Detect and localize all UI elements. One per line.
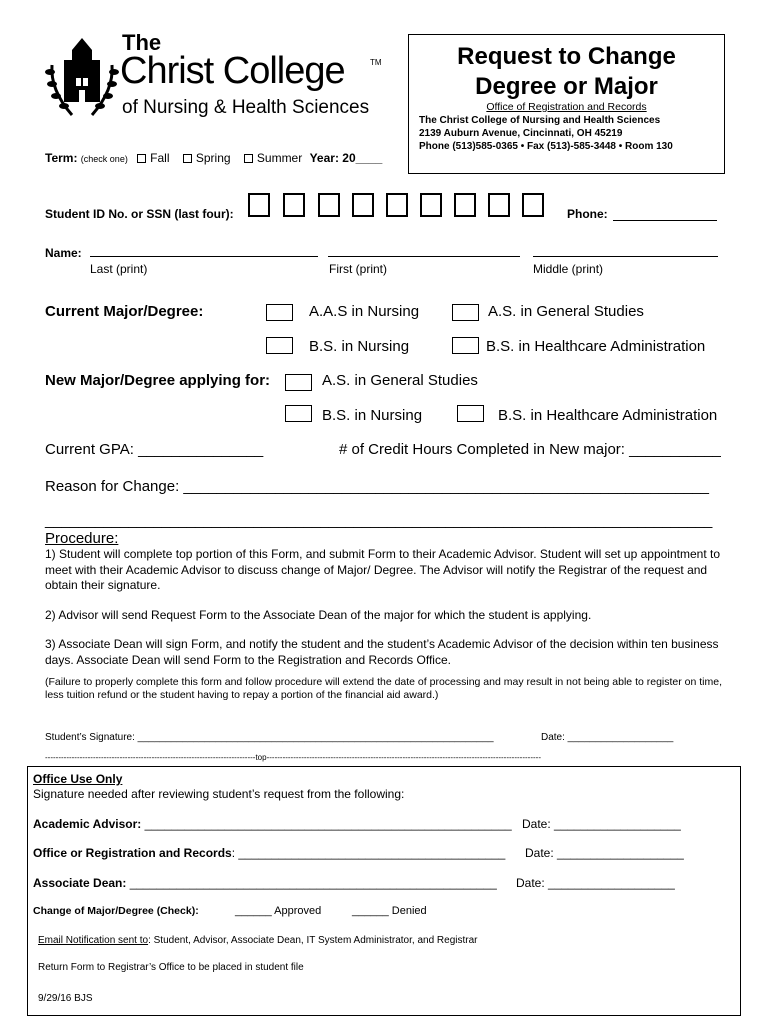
title-box: [408, 34, 725, 174]
phone-field[interactable]: [613, 220, 717, 221]
bs-healthcare-checkbox[interactable]: [452, 337, 479, 354]
procedure-step-1: 1) Student will complete top portion of this Form, and submit Form to their Academic Advisor. Student will set up appointment to meet with their Academic Advisor to discuss change of Major/ Degree. The Advisor will notify the Registrar of the request and obtain their signature.: [45, 547, 720, 592]
current-major-label: Current Major/Degree:: [45, 303, 204, 320]
phone-label: Phone:: [567, 207, 608, 221]
new-bs-healthcare-checkbox[interactable]: [457, 405, 484, 422]
associate-dean-label: Associate Dean:: [33, 876, 127, 890]
email-notification-label: Email Notification sent to: [38, 935, 149, 946]
student-date-field[interactable]: Date: ___________________: [541, 732, 674, 743]
middle-name-field[interactable]: [533, 256, 718, 257]
procedure-step-3: 3) Associate Dean will sign Form, and notify the student and the student’s Academic Advisor of the decision within ten business days. Associate Dean will send Form to the Registration and Records Office.: [45, 637, 719, 667]
bs-nursing-label: B.S. in Nursing: [309, 338, 410, 355]
email-notification-recipients: : Student, Advisor, Associate Dean, IT System Administrator, and Registrar: [148, 935, 478, 946]
procedure-title: Procedure:: [45, 530, 119, 547]
summer-checkbox[interactable]: [244, 154, 253, 163]
student-id-box[interactable]: [248, 193, 270, 217]
procedure-step-2: 2) Advisor will send Request Form to the Associate Dean of the major for which the student is applying.: [45, 608, 592, 622]
reason-field[interactable]: Reason for Change: _______________________________________________________________: [45, 478, 709, 495]
office-use-subtitle: Signature needed after reviewing student’s request from the following:: [33, 787, 405, 801]
student-id-box[interactable]: [386, 193, 408, 217]
aas-nursing-checkbox[interactable]: [266, 304, 293, 321]
office-name: Office of Registration and Records: [486, 101, 647, 113]
fall-label: Fall: [150, 151, 170, 165]
new-bs-nursing-checkbox[interactable]: [285, 405, 312, 422]
academic-advisor-row: [33, 817, 512, 831]
student-id-box[interactable]: [352, 193, 374, 217]
last-name-caption: Last (print): [90, 262, 148, 276]
address-line2: 2139 Auburn Avenue, Cincinnati, OH 45219: [419, 128, 623, 139]
logo-text-sub: of Nursing & Health Sciences: [122, 97, 370, 118]
student-id-box[interactable]: [488, 193, 510, 217]
bs-nursing-checkbox[interactable]: [266, 337, 293, 354]
return-form-note: Return Form to Registrar’s Office to be placed in student file: [38, 962, 304, 973]
logo-trademark: TM: [370, 58, 382, 67]
associate-dean-date-field[interactable]: Date: ___________________: [516, 876, 675, 890]
student-id-box[interactable]: [454, 193, 476, 217]
logo-text-name: Christ College: [120, 50, 345, 92]
student-id-label: Student ID No. or SSN (last four):: [45, 207, 234, 221]
form-title-line1: Request to Change: [457, 43, 676, 70]
term-label: Term:: [45, 151, 78, 165]
aas-nursing-label: A.A.S in Nursing: [309, 303, 420, 320]
address-line3: Phone (513)585-0365 • Fax (513)-585-3448 • Room 130: [419, 141, 673, 152]
academic-advisor-signature-field[interactable]: _______________________________________________________: [141, 817, 512, 831]
as-general-checkbox[interactable]: [452, 304, 479, 321]
fall-checkbox[interactable]: [137, 154, 146, 163]
student-id-box[interactable]: [318, 193, 340, 217]
student-id-box[interactable]: [283, 193, 305, 217]
term-hint: (check one): [80, 154, 128, 164]
last-name-field[interactable]: [90, 256, 318, 257]
term-row: [45, 151, 382, 165]
records-signature-field[interactable]: : ________________________________________: [231, 846, 506, 860]
summer-label: Summer: [256, 151, 303, 165]
spring-checkbox[interactable]: [183, 154, 192, 163]
new-as-general-label: A.S. in General Studies: [322, 372, 478, 389]
new-bs-healthcare-label: B.S. in Healthcare Administration: [498, 407, 718, 424]
form-revision-code: 9/29/16 BJS: [38, 993, 93, 1004]
bs-healthcare-label: B.S. in Healthcare Administration: [486, 338, 706, 355]
as-general-label: A.S. in General Studies: [488, 303, 644, 320]
student-id-box[interactable]: [522, 193, 544, 217]
student-signature-field[interactable]: Student’s Signature: ________________________________________________________________: [45, 732, 494, 743]
records-row: [33, 846, 505, 860]
student-id-box[interactable]: [420, 193, 442, 217]
middle-name-caption: Middle (print): [533, 262, 604, 276]
associate-dean-signature-field[interactable]: _______________________________________________________: [126, 876, 497, 890]
change-decision-label: Change of Major/Degree (Check):: [33, 905, 199, 917]
top-divider: -------------------------------------------------------------------------------top-------------------------------------------------------------------------------------------------------: [45, 753, 541, 762]
new-bs-nursing-label: B.S. in Nursing: [322, 407, 423, 424]
form-title-line2: Degree or Major: [475, 73, 658, 100]
address-line1: The Christ College of Nursing and Health Sciences: [419, 115, 661, 126]
reason-field-line2[interactable]: ________________________________________________________________________________: [45, 512, 713, 529]
records-label: Office or Registration and Records: [33, 846, 232, 860]
academic-advisor-label: Academic Advisor:: [33, 817, 142, 831]
academic-advisor-date-field[interactable]: Date: ___________________: [522, 817, 681, 831]
name-label: Name:: [45, 246, 82, 260]
first-name-caption: First (print): [329, 262, 387, 276]
year-field[interactable]: Year: 20____: [309, 151, 383, 165]
associate-dean-row: [33, 876, 497, 890]
new-as-general-checkbox[interactable]: [285, 374, 312, 391]
first-name-field[interactable]: [328, 256, 520, 257]
email-notification: [38, 935, 477, 946]
office-use-title: Office Use Only: [33, 772, 123, 786]
denied-field[interactable]: ______ Denied: [352, 905, 427, 917]
credit-hours-field[interactable]: # of Credit Hours Completed in New major: ___________: [339, 441, 721, 458]
records-date-field[interactable]: Date: ___________________: [525, 846, 684, 860]
spring-label: Spring: [195, 151, 231, 165]
new-major-label: New Major/Degree applying for:: [45, 372, 271, 389]
procedure-note: (Failure to properly complete this form and follow procedure will extend the date of processing and may result in not being able to register on time, less tuition refund or the student having to repay a portion of the financial aid award.): [45, 676, 723, 701]
logo-text-the: The: [122, 30, 162, 55]
approved-field[interactable]: ______ Approved: [235, 905, 322, 917]
gpa-field[interactable]: Current GPA: _______________: [45, 441, 264, 458]
office-use-box: [27, 766, 741, 1016]
